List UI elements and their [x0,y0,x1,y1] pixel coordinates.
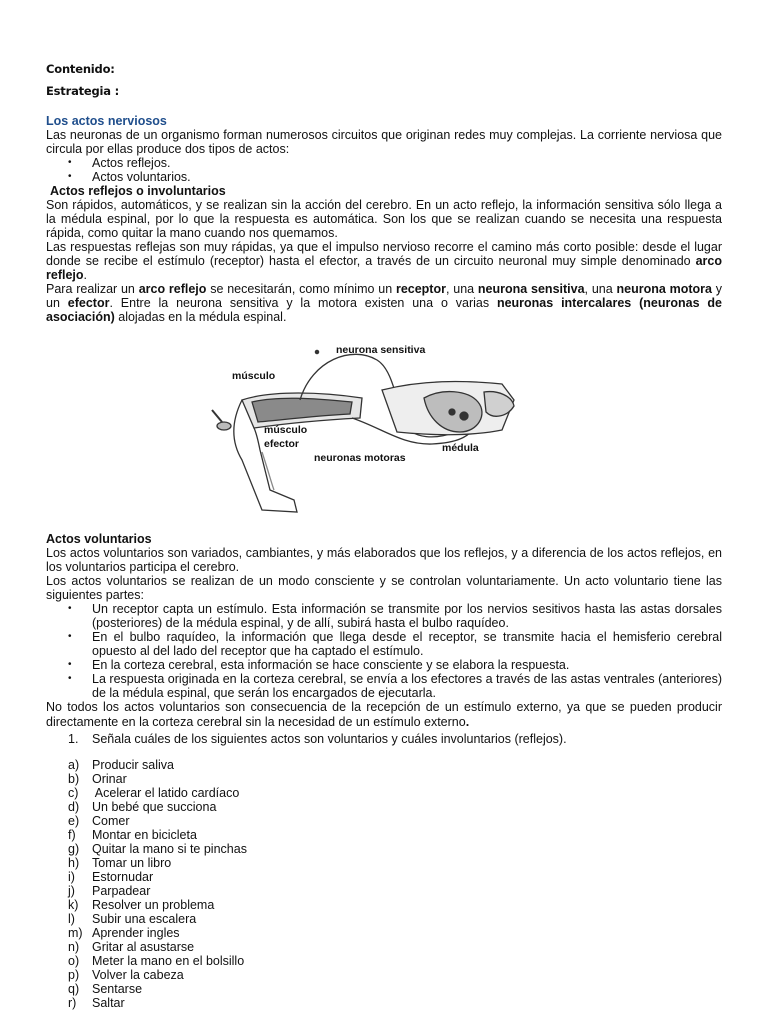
list-item [46,786,722,800]
option-text: Subir una escalera [92,912,197,926]
option-text: Saltar [92,996,125,1010]
option-text: Estornudar [92,870,154,884]
option-text: Producir saliva [92,758,174,772]
option-text: Resolver un problema [92,898,215,912]
option-letter: q) [68,982,80,996]
reflex-paragraph-3: Para realizar un arco reflejo se necesitarán, como mínimo un receptor, una neurona sensitiva, una neurona motora y un efector. Entre la neurona sensitiva y la motora existen una o varias neuronas intercalares (neuronas de asociación) alojadas en la médula espinal. [46,282,723,324]
exercise-options [46,758,722,1010]
option-text: Volver la cabeza [92,968,184,982]
option-letter: k) [68,898,79,912]
estrategia-label: Estrategia : [46,84,120,98]
list-item [46,996,722,1010]
list-item [46,856,722,870]
option-letter: h) [68,856,80,870]
list-item [46,926,722,940]
list-item: • Actos voluntarios. [46,170,722,184]
exercise-question: 1. Señala cuáles de los siguientes actos son voluntarios y cuáles involuntarios (reflejos). [68,732,567,746]
option-letter: e) [68,814,80,828]
option-text: Orinar [92,772,127,786]
option-text: Quitar la mano si te pinchas [92,842,247,856]
list-item: • Un receptor capta un estímulo. Esta información se transmite por los nervios sesitivos hasta las astas dorsales (posteriores) de la médula espinal, y de allí, subirá hasta el bulbo raquídeo. [46,602,722,630]
option-letter: a) [68,758,80,772]
list-item [46,912,722,926]
reflex-paragraph-2: Las respuestas reflejas son muy rápidas, ya que el impulso nervioso recorre el camino más corto posible: desde el lugar donde se recibe el estímulo (receptor) hasta el efector, a través de un circuito neuronal muy simple denominado arco reflejo. [46,240,722,282]
list-item [46,772,722,786]
option-letter: f) [68,828,76,842]
list-item: • En el bulbo raquídeo, la información que llega desde el receptor, se transmite hacia el hemisferio cerebral opuesto al del lado del receptor que ha captado el estímulo. [46,630,722,658]
list-item: • Actos reflejos. [46,156,722,170]
label-musculo: músculo [232,370,276,382]
voluntary-paragraph-2: Los actos voluntarios se realizan de un modo consciente y se controlan voluntariamente. Un acto voluntario tiene las siguientes partes: [46,574,722,602]
option-letter: d) [68,800,80,814]
option-letter: j) [68,884,75,898]
option-letter: o) [68,954,80,968]
voluntary-paragraph-3: No todos los actos voluntarios son consecuencia de la recepción de un estímulo externo, ya que se pueden producir directamente en la corteza cerebral sin la necesidad de un estímulo externo. [46,700,722,729]
option-letter: n) [68,940,80,954]
list-item [46,800,722,814]
label-musculo-efector-2: efector [264,438,300,450]
option-text: Comer [92,814,130,828]
contenido-label: Contenido: [46,62,115,76]
list-item [46,828,722,842]
list-item [46,842,722,856]
list-item: • La respuesta originada en la corteza cerebral, se envía a los efectores a través de las astas ventrales (anteriores) de la médula espinal, que serán los encargados de ejecutarla. [46,672,722,700]
option-letter: l) [68,912,75,926]
label-medula: médula [442,442,479,454]
list-item [46,968,722,982]
list-item [46,758,722,772]
list-item [46,814,722,828]
option-letter: p) [68,968,80,982]
option-text: Un bebé que succiona [92,800,217,814]
option-letter: m) [68,926,83,940]
option-text: Meter la mano en el bolsillo [92,954,245,968]
option-text: Acelerar el latido cardíaco [92,786,240,800]
option-text: Parpadear [92,884,151,898]
reflex-arc-figure [202,340,522,520]
option-text: Tomar un libro [92,856,172,870]
voluntary-steps-list [46,602,722,700]
label-musculo-efector-1: músculo [264,424,308,436]
reflex-subtitle: Actos reflejos o involuntarios [50,184,226,198]
act-types-list [46,156,722,184]
voluntary-paragraph-1: Los actos voluntarios son variados, cambiantes, y más elaborados que los reflejos, y a diferencia de los actos reflejos, en los voluntarios participa el cerebro. [46,546,722,574]
list-item [46,954,722,968]
label-neuronas-motoras: neuronas motoras [314,452,406,464]
option-text: Sentarse [92,982,143,996]
option-letter: i) [68,870,75,884]
option-letter: b) [68,772,80,786]
option-letter: r) [68,996,77,1010]
section-title-actos-nerviosos: Los actos nerviosos [46,114,167,128]
option-text: Montar en bicicleta [92,828,197,842]
intro-paragraph: Las neuronas de un organismo forman numerosos circuitos que originan redes muy complejas. La corriente nerviosa que circula por ellas produce dos tipos de actos: [46,128,722,156]
list-item [46,982,722,996]
option-text: Aprender ingles [92,926,180,940]
list-item [46,884,722,898]
label-neurona-sensitiva: neurona sensitiva [336,344,426,356]
reflex-paragraph-1: Son rápidos, automáticos, y se realizan sin la acción del cerebro. En un acto reflejo, la información sensitiva sólo llega a la médula espinal, por lo que la respuesta es automática. Son los que se realizan cuando se necesita una respuesta rápida, como quitar la mano cuando nos quemamos. [46,198,722,240]
list-item [46,870,722,884]
option-text: Gritar al asustarse [92,940,195,954]
option-letter: g) [68,842,80,856]
list-item: • En la corteza cerebral, esta información se hace consciente y se elabora la respuesta. [46,658,722,672]
option-letter: c) [68,786,79,800]
document-page [46,58,722,1010]
section-title-actos-voluntarios: Actos voluntarios [46,532,152,546]
list-item [46,898,722,912]
list-item [46,940,722,954]
reflex-arc-illustration [202,340,522,520]
